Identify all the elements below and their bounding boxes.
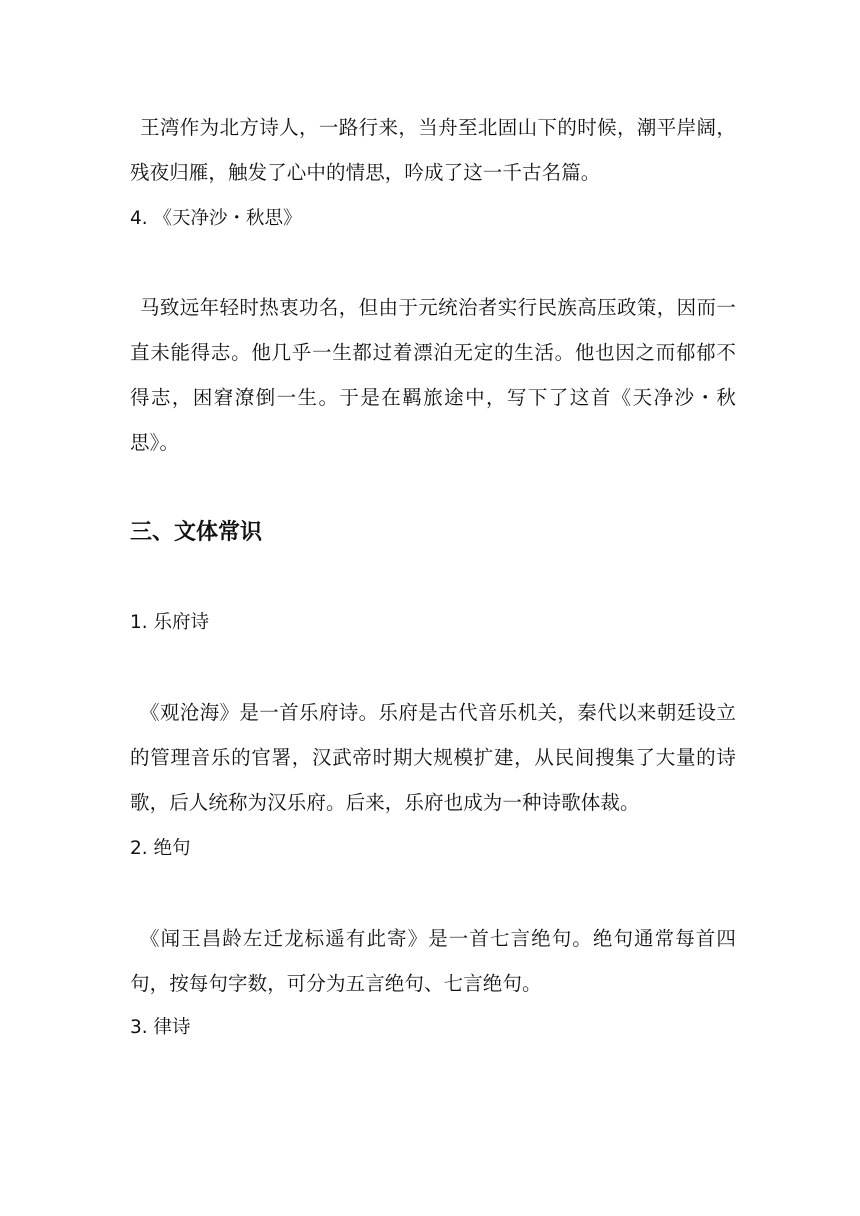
list-item-tianjingsha: 4. 《天净沙・秋思》	[130, 208, 302, 229]
paragraph-ma-zhiyuan: 马致远年轻时热衷功名，但由于元统治者实行民族高压政策，因而一直未能得志。他几乎一生都过着漂泊无定的生活。他也因之而郁郁不得志，困窘潦倒一生。于是在羁旅途中，写下了这首《天净沙・秋思》。	[130, 296, 736, 454]
paragraph-yuefu: 《观沧海》是一首乐府诗。乐府是古代音乐机关，秦代以来朝廷设立的管理音乐的官署，汉武帝时期大规模扩建，从民间搜集了大量的诗歌，后人统称为汉乐府。后来，乐府也成为一种诗歌体裁。	[130, 701, 736, 814]
paragraph-jueju: 《闻王昌龄左迁龙标遥有此寄》是一首七言绝句。绝句通常每首四句，按每句字数，可分为五言绝句、七言绝句。	[130, 927, 736, 995]
list-item-jueju: 2. 绝句	[130, 838, 191, 859]
paragraph-wang-wan: 王湾作为北方诗人，一路行来，当舟至北固山下的时候，潮平岸阔，残夜归雁，触发了心中的情思，吟成了这一千古名篇。	[130, 116, 736, 184]
list-item-lvshi: 3. 律诗	[130, 1017, 191, 1038]
section-heading-genre: 三、文体常识	[130, 520, 263, 545]
list-item-yuefu: 1. 乐府诗	[130, 612, 210, 633]
